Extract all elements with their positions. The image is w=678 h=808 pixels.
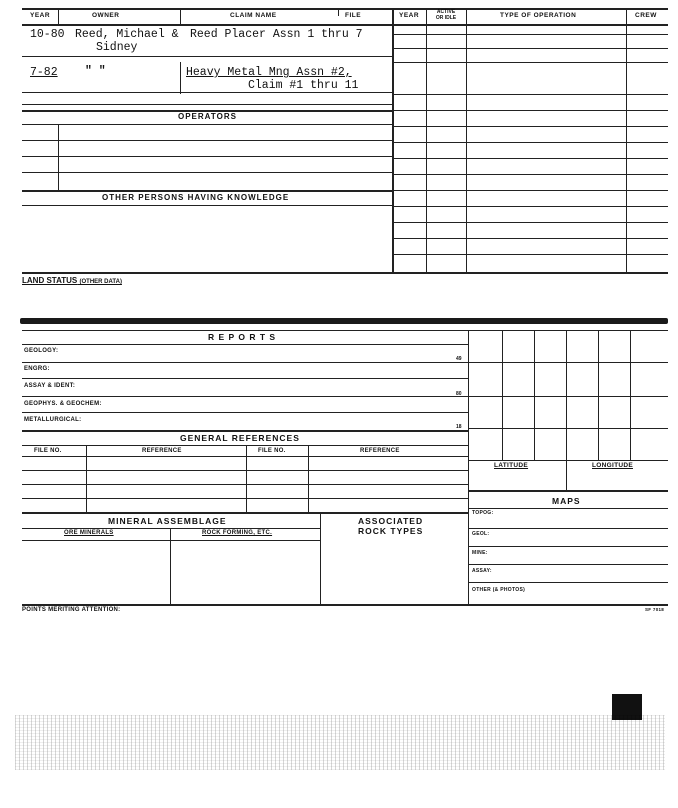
refs-reference-2: REFERENCE — [360, 448, 400, 454]
map-geol: GEOL: — [472, 531, 490, 537]
entry-1-year: 10-80 — [30, 28, 65, 41]
grid-line-h — [468, 396, 668, 397]
refs-file-no-1: FILE NO. — [34, 448, 62, 454]
reports-header-line — [22, 344, 468, 345]
header-year2: YEAR — [399, 12, 420, 19]
refs-line — [22, 498, 468, 499]
report-assay-num: 80 — [456, 391, 462, 397]
map-topog: TOPOG: — [472, 510, 494, 516]
right-row-line — [392, 206, 668, 207]
longitude-label: LONGITUDE — [592, 462, 633, 469]
row-line — [22, 140, 392, 141]
right-row-line — [392, 190, 668, 191]
header-owner: OWNER — [92, 12, 120, 19]
maps-line — [468, 508, 668, 509]
maps-line — [468, 546, 668, 547]
map-mine: MINE: — [472, 550, 488, 556]
right-row-line — [392, 126, 668, 127]
report-geophys: GEOPHYS. & GEOCHEM: — [24, 401, 102, 407]
grid-line — [630, 330, 631, 460]
lower-section-bottom — [22, 604, 668, 606]
report-metallurgical: METALLURGICAL: — [24, 417, 82, 423]
other-persons-title: OTHER PERSONS HAVING KNOWLEDGE — [102, 193, 290, 202]
row-line — [22, 172, 392, 173]
header-crew: CREW — [635, 12, 657, 19]
grid-line-h — [468, 460, 668, 461]
map-other: OTHER (& PHOTOS) — [472, 587, 526, 593]
latitude-label: LATITUDE — [494, 462, 529, 469]
refs-line — [22, 456, 468, 457]
right-row-line — [392, 94, 668, 95]
right-row-line — [392, 110, 668, 111]
land-status-label: LAND STATUS — [22, 276, 78, 285]
report-geology: GEOLOGY: — [24, 348, 59, 354]
operators-title: OPERATORS — [178, 112, 237, 121]
header-year: YEAR — [30, 12, 51, 19]
report-line — [22, 362, 468, 363]
general-references-title: GENERAL REFERENCES — [180, 433, 300, 443]
refs-line — [22, 470, 468, 471]
right-row-line — [392, 254, 668, 255]
reports-top — [22, 330, 668, 331]
mineral-line — [22, 540, 320, 541]
other-persons-top — [22, 190, 392, 192]
refs-line — [22, 484, 468, 485]
report-line — [22, 378, 468, 379]
row-line — [22, 56, 392, 57]
row-line — [22, 104, 392, 105]
associated-rock-types-2: ROCK TYPES — [358, 526, 424, 536]
report-engrg: ENGRG: — [24, 366, 50, 372]
right-row-line — [392, 48, 668, 49]
entry-2-claim-2: Claim #1 thru 11 — [248, 79, 359, 92]
associated-rock-types-1: ASSOCIATED — [358, 516, 424, 526]
ore-minerals: ORE MINERALS — [64, 530, 114, 536]
land-status-title — [22, 276, 122, 285]
right-row-line — [392, 238, 668, 239]
col-divider — [180, 8, 181, 24]
header-underline — [22, 24, 668, 26]
col-divider — [58, 124, 59, 190]
col-divider — [246, 445, 247, 512]
entry-1-owner: Reed, Michael & — [75, 28, 179, 41]
col-divider-maps — [468, 330, 469, 604]
maps-line — [468, 564, 668, 565]
col-divider — [86, 445, 87, 512]
refs-bottom — [22, 512, 468, 514]
land-status-sub: (OTHER DATA) — [79, 279, 122, 285]
right-row-line — [392, 62, 668, 63]
col-divider — [320, 512, 321, 604]
row-line — [22, 124, 392, 125]
grid-line — [534, 330, 535, 460]
reports-bottom — [22, 430, 468, 432]
refs-reference-1: REFERENCE — [142, 448, 182, 454]
header-active-idle — [428, 9, 464, 21]
header-claim-name: CLAIM NAME — [230, 12, 277, 19]
entry-2-year: 7-82 — [30, 66, 58, 79]
entry-2-owner: " " — [85, 65, 106, 78]
report-geology-num: 49 — [456, 356, 462, 362]
col-divider — [338, 8, 339, 16]
top-border — [22, 8, 668, 10]
grid-line-h — [468, 362, 668, 363]
maps-title: MAPS — [552, 496, 581, 506]
report-line — [22, 412, 468, 413]
right-row-line — [392, 174, 668, 175]
grid-line-h — [468, 428, 668, 429]
right-row-line — [392, 158, 668, 159]
header-file: FILE — [345, 12, 362, 19]
maps-top — [468, 490, 668, 492]
entry-1-owner-2: Sidney — [96, 41, 138, 54]
row-line — [22, 205, 392, 206]
maps-line — [468, 582, 668, 583]
grid-line — [598, 330, 599, 460]
mineral-subheader-line — [22, 528, 320, 529]
entry-1-claim: Reed Placer Assn 1 thru 7 — [190, 28, 363, 41]
separator-band — [20, 318, 668, 324]
right-row-line — [392, 142, 668, 143]
refs-header-top — [22, 445, 468, 446]
header-type-of-operation: TYPE OF OPERATION — [500, 12, 577, 19]
report-assay: ASSAY & IDENT: — [24, 383, 76, 389]
points-meriting-attention: POINTS MERITING ATTENTION: — [22, 607, 121, 613]
report-metallurgical-num: 18 — [456, 424, 462, 430]
col-divider — [180, 62, 181, 94]
right-row-line — [392, 34, 668, 35]
form-code: SF 7018 — [645, 607, 665, 612]
row-line — [22, 156, 392, 157]
grid-line — [502, 330, 503, 460]
right-row-line — [392, 222, 668, 223]
scan-noise-band — [15, 715, 665, 770]
col-divider — [58, 8, 59, 24]
col-divider — [308, 445, 309, 512]
reports-title: R E P O R T S — [208, 332, 277, 342]
refs-file-no-2: FILE NO. — [258, 448, 286, 454]
report-line — [22, 396, 468, 397]
header-active: ACTIVE — [436, 9, 456, 15]
rock-forming: ROCK FORMING, ETC. — [202, 530, 273, 536]
row-line — [22, 92, 392, 93]
mineral-assemblage-title: MINERAL ASSEMBLAGE — [108, 516, 227, 526]
header-or-idle: OR IDLE — [435, 15, 457, 21]
col-divider — [566, 460, 567, 490]
map-assay: ASSAY: — [472, 568, 492, 574]
grid-line — [566, 330, 567, 460]
top-table-bottom — [22, 272, 668, 274]
maps-line — [468, 528, 668, 529]
entry-2-claim: Heavy Metal Mng Assn #2, — [186, 66, 352, 79]
